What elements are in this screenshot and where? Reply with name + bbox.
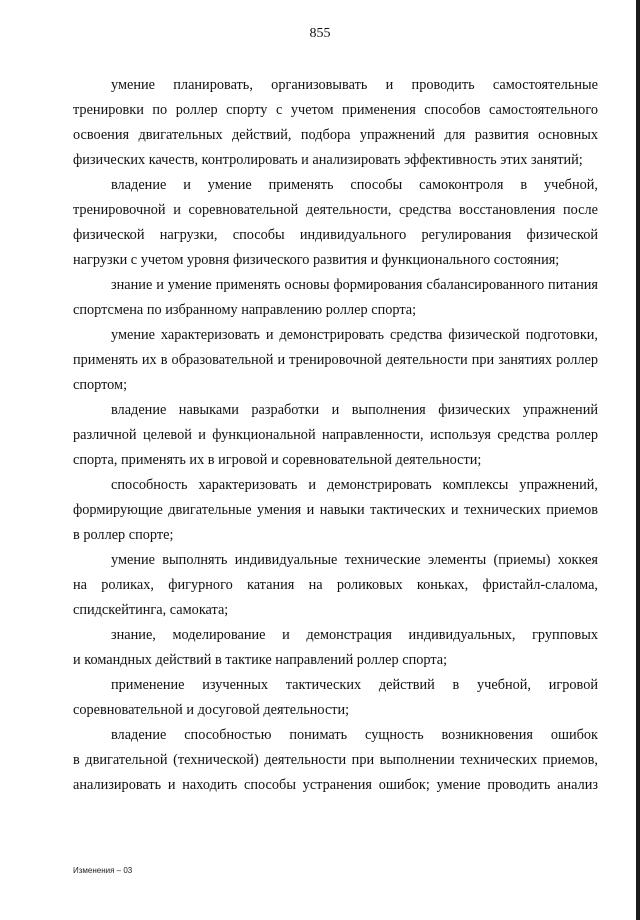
text-line: знание, моделирование и демонстрация индивидуальных, групповых: [111, 627, 598, 643]
text-line: анализировать и находить способы устранения ошибок; умение проводить анализ: [73, 777, 598, 793]
paragraph: [73, 723, 598, 798]
paragraph: [73, 473, 598, 548]
paragraph: [73, 323, 598, 398]
text-line: применение изученных тактических действий в учебной, игровой: [111, 677, 598, 693]
footer-note: Изменения – 03: [73, 866, 133, 875]
text-line: умение выполнять индивидуальные технические элементы (приемы) хоккея: [111, 552, 598, 568]
text-line: в роллер спорте;: [73, 527, 174, 543]
text-line: владение способностью понимать сущность возникновения ошибок: [111, 727, 598, 743]
text-line: тренировочной и соревновательной деятельности, средства восстановления после: [73, 202, 598, 218]
paragraph: [73, 73, 598, 173]
text-line: нагрузки с учетом уровня физического развития и функционального состояния;: [73, 252, 560, 268]
text-line: спортсмена по избранному направлению роллер спорта;: [73, 302, 417, 318]
text-line: знание и умение применять основы формирования сбалансированного питания: [111, 277, 598, 293]
scan-edge: [636, 0, 640, 920]
text-line: физических качеств, контролировать и анализировать эффективность этих занятий;: [73, 152, 583, 168]
text-line: в двигательной (технической) деятельности при выполнении технических приемов,: [73, 752, 598, 768]
text-line: соревновательной и досуговой деятельности;: [73, 702, 350, 718]
paragraph: [73, 398, 598, 473]
text-line: спорта, применять их в игровой и соревновательной деятельности;: [73, 452, 482, 468]
paragraph: [73, 623, 598, 673]
paragraph: [73, 673, 598, 723]
text-line: умение характеризовать и демонстрировать средства физической подготовки,: [111, 327, 598, 343]
text-line: и командных действий в тактике направлений роллер спорта;: [73, 652, 448, 668]
text-line: на роликах, фигурного катания на роликовых коньках, фристайл-слалома,: [73, 577, 598, 593]
body-text: [73, 73, 598, 798]
text-line: спидскейтинга, самоката;: [73, 602, 229, 618]
text-line: применять их в образовательной и тренировочной деятельности при занятиях роллер: [73, 352, 598, 368]
text-line: различной целевой и функциональной направленности, используя средства роллер: [73, 427, 598, 443]
text-line: владение навыками разработки и выполнения физических упражнений: [111, 402, 598, 418]
text-line: спортом;: [73, 377, 128, 393]
text-line: владение и умение применять способы самоконтроля в учебной,: [111, 177, 598, 193]
text-line: физической нагрузки, способы индивидуального регулирования физической: [73, 227, 598, 243]
paragraph: [73, 173, 598, 273]
text-line: умение планировать, организовывать и проводить самостоятельные: [111, 77, 598, 93]
paragraph: [73, 273, 598, 323]
text-line: тренировки по роллер спорту с учетом применения способов самостоятельного: [73, 102, 598, 118]
page-number: 855: [309, 26, 331, 41]
text-line: освоения двигательных действий, подбора упражнений для развития основных: [73, 127, 598, 143]
paragraph: [73, 548, 598, 623]
text-line: способность характеризовать и демонстрировать комплексы упражнений,: [111, 477, 598, 493]
text-line: формирующие двигательные умения и навыки тактических и технических приемов: [73, 502, 598, 518]
